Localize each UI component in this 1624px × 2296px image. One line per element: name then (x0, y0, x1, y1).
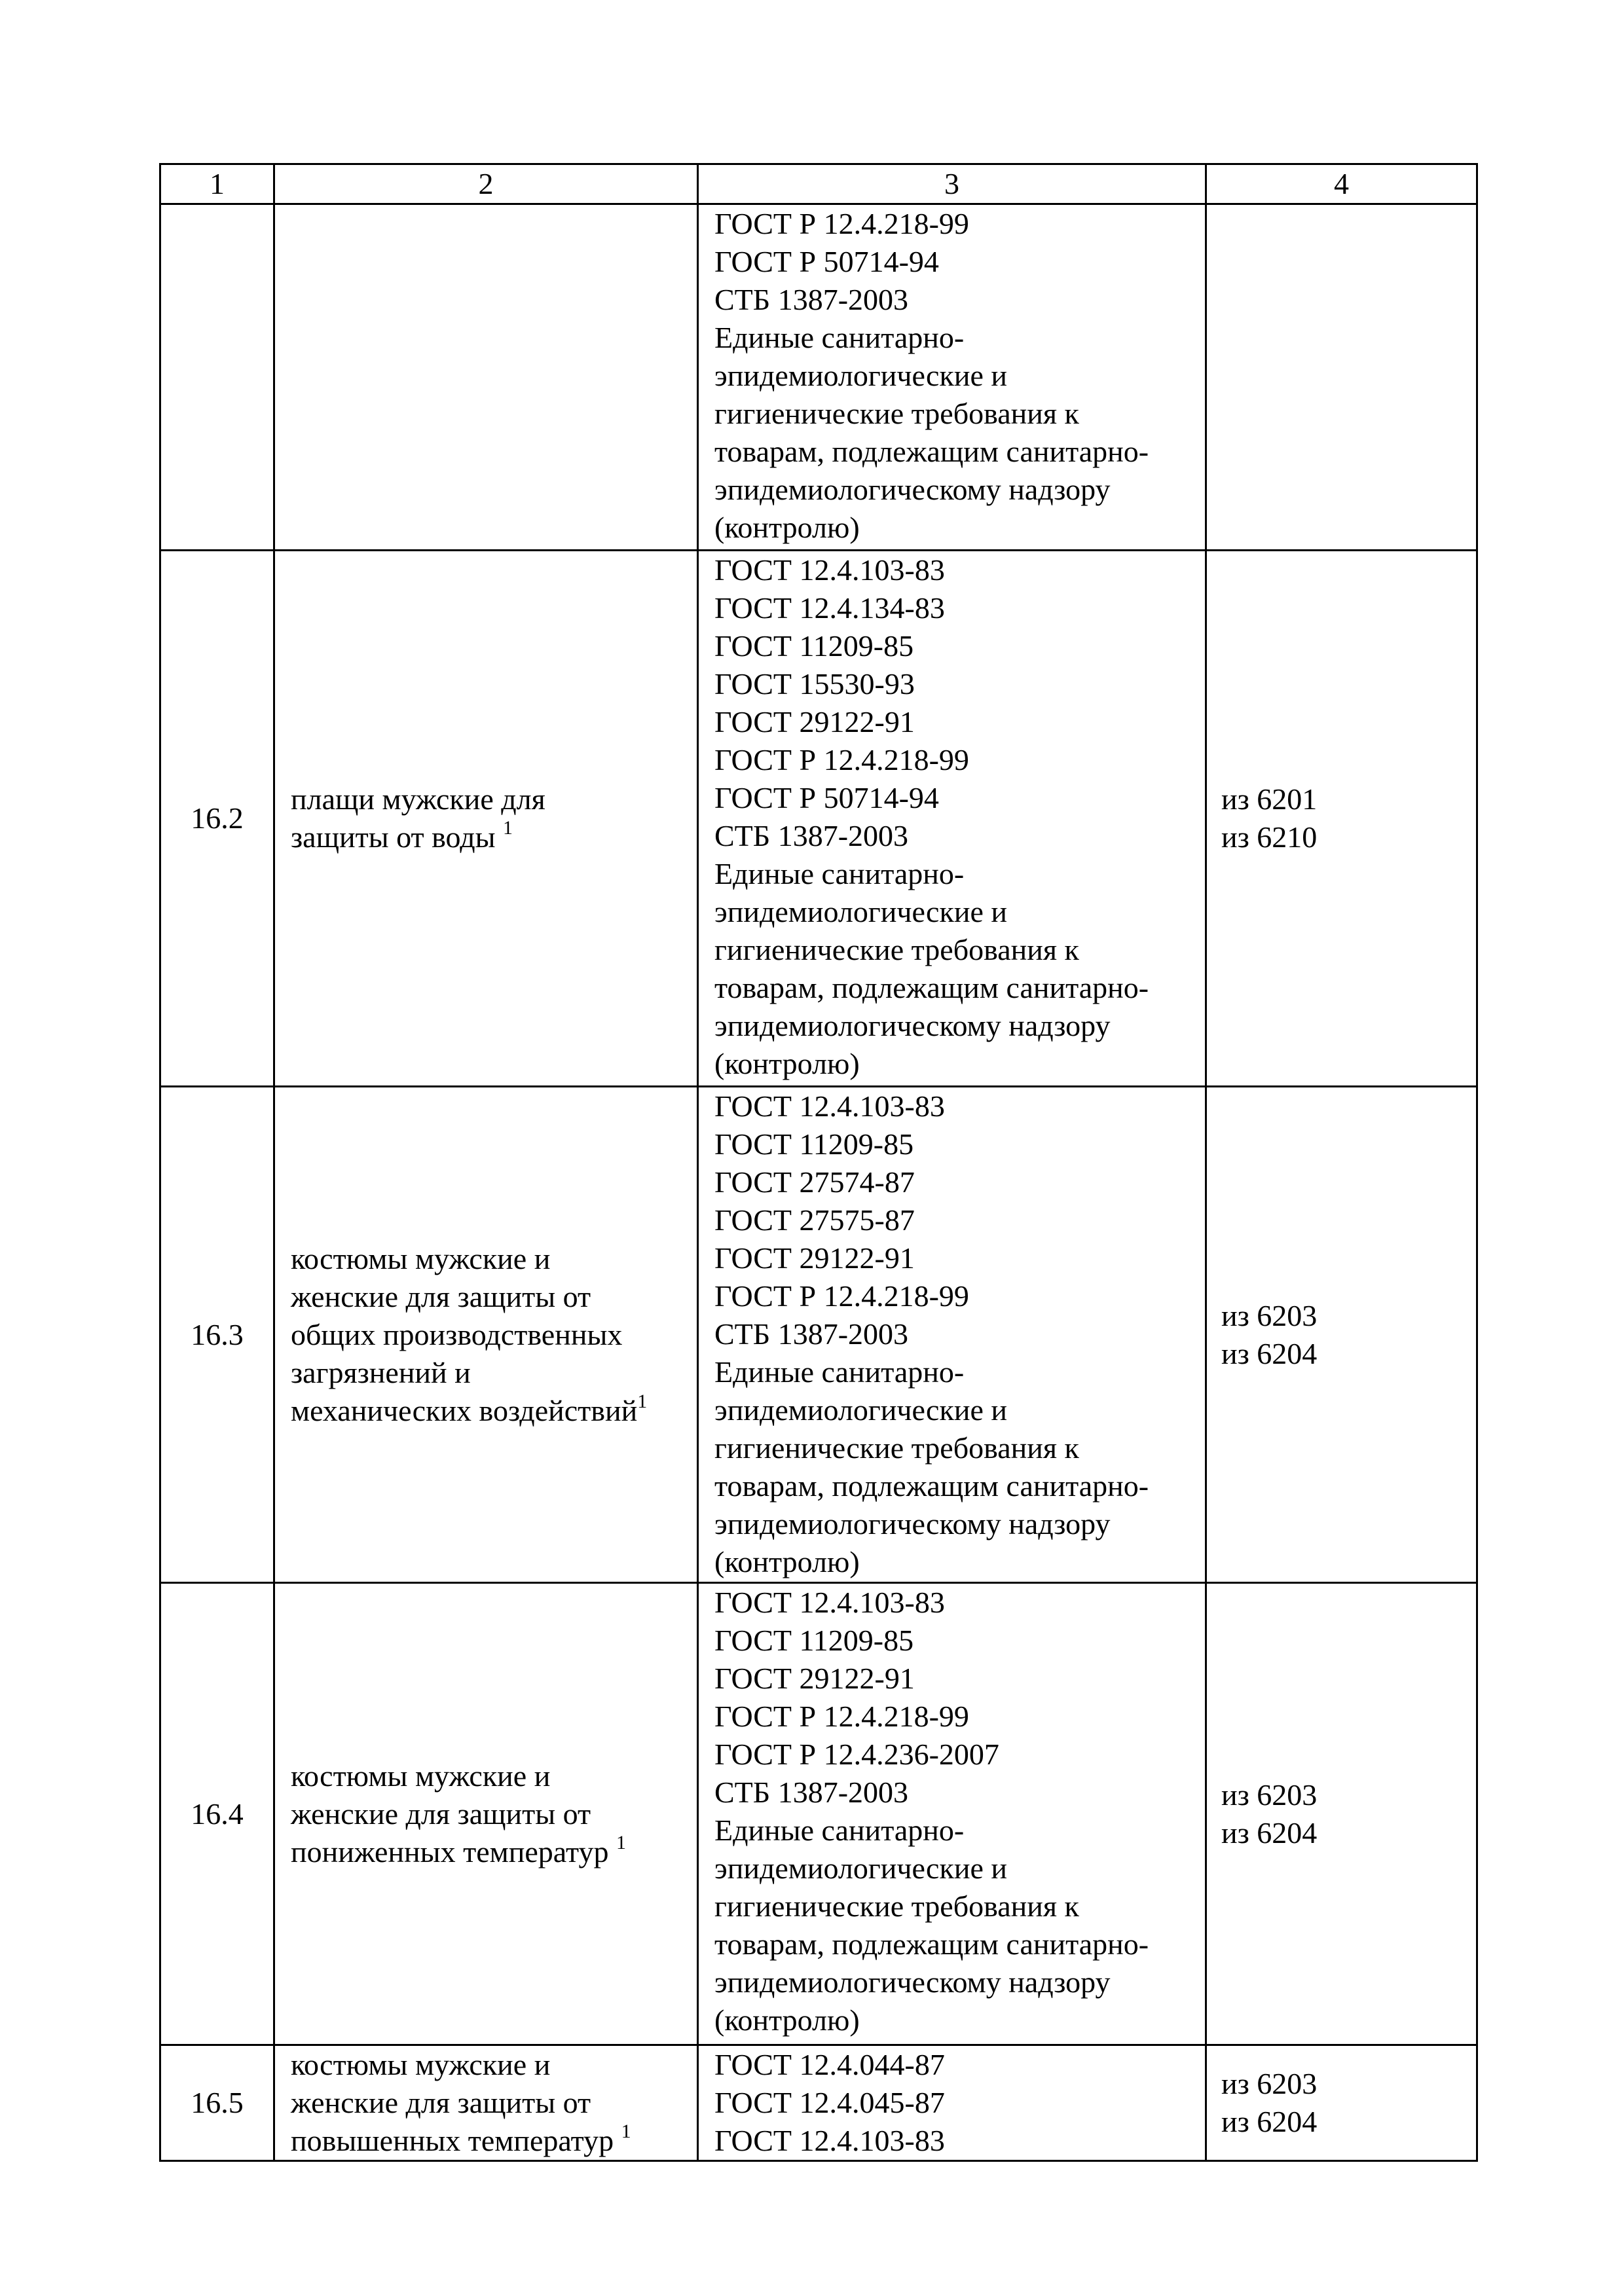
standard-line: ГОСТ 11209-85 (714, 1127, 914, 1161)
product-name-text: защиты от воды (291, 820, 504, 854)
product-name-line (291, 1795, 697, 1833)
footnote-marker: 1 (503, 817, 513, 839)
product-name-line (291, 2046, 697, 2084)
code-line: из 6210 (1221, 820, 1318, 854)
standard-line: Единые санитарно- (714, 1355, 965, 1389)
product-name-line (291, 780, 697, 818)
product-name-line (291, 2084, 697, 2122)
standard-line: Единые санитарно- (714, 321, 965, 354)
standard-line: ГОСТ 27574-87 (714, 1165, 915, 1199)
standard-line: ГОСТ 12.4.103-83 (714, 553, 945, 587)
standard-line: ГОСТ 29122-91 (714, 1662, 915, 1695)
product-name-line (291, 818, 697, 856)
product-name-cell (274, 1583, 698, 2045)
standard-line: ГОСТ Р 12.4.236-2007 (714, 1738, 999, 1771)
code-line: из 6204 (1221, 2105, 1318, 2138)
footnote-marker: 1 (637, 1390, 648, 1412)
code-cell (1206, 2045, 1477, 2161)
standard-line: СТБ 1387-2003 (714, 283, 909, 316)
standard-line: Единые санитарно- (714, 857, 965, 890)
product-name-text: пониженных температур (291, 1834, 616, 1868)
standard-line: эпидемиологическому надзору (714, 1507, 1111, 1540)
table-row (160, 1583, 1477, 2045)
product-name-text: общих производственных (291, 1317, 623, 1351)
product-name-line (291, 1354, 697, 1392)
product-name-line (291, 1833, 697, 1871)
standard-line: (контролю) (714, 1047, 860, 1080)
standard-line: ГОСТ Р 50714-94 (714, 245, 939, 278)
code-line: из 6203 (1221, 1298, 1318, 1332)
product-name-line (291, 1278, 697, 1316)
product-name-text: загрязнений и (291, 1355, 471, 1389)
standard-line: эпидемиологические и (714, 895, 1007, 928)
standard-line: товарам, подлежащим санитарно- (714, 1927, 1149, 1961)
item-number-cell: 16.5 (160, 2045, 274, 2161)
standards-cell (698, 551, 1206, 1087)
standard-line: ГОСТ 12.4.103-83 (714, 1089, 945, 1123)
table-row (160, 1087, 1477, 1583)
standard-line: товарам, подлежащим санитарно- (714, 435, 1149, 468)
product-name-text: плащи мужские для (291, 782, 545, 816)
code-line: из 6203 (1221, 2067, 1318, 2100)
product-name-text: костюмы мужские и (291, 2048, 551, 2081)
product-name-cell (274, 2045, 698, 2161)
code-line: из 6203 (1221, 1777, 1318, 1812)
header-col-3: 3 (698, 164, 1206, 204)
product-name-line (291, 2122, 697, 2160)
product-name-text: женские для защиты от (291, 1796, 591, 1831)
standard-line: эпидемиологические и (714, 1393, 1007, 1427)
table-body (160, 164, 1477, 2161)
standard-line: гигиенические требования к (714, 1889, 1079, 1923)
standard-line: СТБ 1387-2003 (714, 1317, 909, 1351)
standard-line: СТБ 1387-2003 (714, 1776, 909, 1809)
standard-line: ГОСТ Р 12.4.218-99 (714, 1700, 969, 1733)
header-col-4: 4 (1206, 164, 1477, 204)
standard-line: ГОСТ 11209-85 (714, 629, 914, 663)
standard-line: ГОСТ 11209-85 (714, 1624, 914, 1657)
product-name-line (291, 1757, 697, 1795)
code-line: из 6204 (1221, 1815, 1318, 1850)
product-name-cell (274, 204, 698, 551)
standard-line: товарам, подлежащим санитарно- (714, 971, 1149, 1004)
code-cell (1206, 551, 1477, 1087)
standard-line: (контролю) (714, 1545, 860, 1578)
code-cell (1206, 204, 1477, 551)
standard-line: эпидемиологическому надзору (714, 1965, 1111, 1999)
table-row (160, 551, 1477, 1087)
code-cell (1206, 1583, 1477, 2045)
product-name-text: механических воздействий (291, 1393, 638, 1427)
footnote-marker: 1 (616, 1831, 626, 1853)
header-col-1: 1 (160, 164, 274, 204)
standard-line: гигиенические требования к (714, 1431, 1079, 1465)
product-name-text: повышенных температур (291, 2124, 621, 2157)
standard-line: гигиенические требования к (714, 397, 1079, 430)
product-name-line (291, 1240, 697, 1278)
standard-line: эпидемиологические и (714, 359, 1007, 392)
standard-line: эпидемиологическому надзору (714, 1009, 1111, 1042)
product-name-cell (274, 1087, 698, 1583)
standard-line: ГОСТ 15530-93 (714, 667, 915, 701)
standard-line: (контролю) (714, 2003, 860, 2037)
table-row (160, 2045, 1477, 2161)
item-number-cell: 16.3 (160, 1087, 274, 1583)
item-number-cell (160, 204, 274, 551)
standards-cell (698, 2045, 1206, 2161)
product-name-cell (274, 551, 698, 1087)
standard-line: гигиенические требования к (714, 933, 1079, 966)
table-row (160, 204, 1477, 551)
standard-line: Единые санитарно- (714, 1813, 965, 1847)
standard-line: (контролю) (714, 511, 860, 544)
product-name-text: женские для защиты от (291, 1279, 591, 1313)
standards-cell (698, 1087, 1206, 1583)
standard-line: СТБ 1387-2003 (714, 819, 909, 852)
standard-line: ГОСТ 12.4.103-83 (714, 2124, 945, 2157)
standard-line: ГОСТ Р 12.4.218-99 (714, 743, 969, 776)
product-name-text: женские для защиты от (291, 2086, 591, 2119)
code-line: из 6201 (1221, 782, 1318, 816)
item-number-cell: 16.4 (160, 1583, 274, 2045)
product-name-text: костюмы мужские и (291, 1758, 551, 1793)
product-name-text: костюмы мужские и (291, 1241, 551, 1275)
standards-cell (698, 204, 1206, 551)
header-col-2: 2 (274, 164, 698, 204)
standard-line: ГОСТ 29122-91 (714, 705, 915, 738)
standard-line: ГОСТ Р 12.4.218-99 (714, 207, 969, 240)
standard-line: ГОСТ 27575-87 (714, 1203, 915, 1237)
product-name-line (291, 1316, 697, 1354)
standard-line: ГОСТ 29122-91 (714, 1241, 915, 1275)
header-row (160, 164, 1477, 204)
standard-line: ГОСТ 12.4.044-87 (714, 2048, 945, 2081)
standard-line: ГОСТ 12.4.103-83 (714, 1586, 945, 1619)
standard-line: товарам, подлежащим санитарно- (714, 1469, 1149, 1503)
code-cell (1206, 1087, 1477, 1583)
standards-cell (698, 1583, 1206, 2045)
standard-line: ГОСТ Р 12.4.218-99 (714, 1279, 969, 1313)
item-number-cell: 16.2 (160, 551, 274, 1087)
standard-line: эпидемиологические и (714, 1851, 1007, 1885)
product-name-line (291, 1392, 697, 1430)
standard-line: ГОСТ 12.4.134-83 (714, 591, 945, 625)
standard-line: ГОСТ 12.4.045-87 (714, 2086, 945, 2119)
footnote-marker: 1 (621, 2121, 631, 2142)
standard-line: ГОСТ Р 50714-94 (714, 781, 939, 814)
standard-line: эпидемиологическому надзору (714, 473, 1111, 506)
code-line: из 6204 (1221, 1336, 1318, 1370)
standards-table (159, 163, 1478, 2162)
